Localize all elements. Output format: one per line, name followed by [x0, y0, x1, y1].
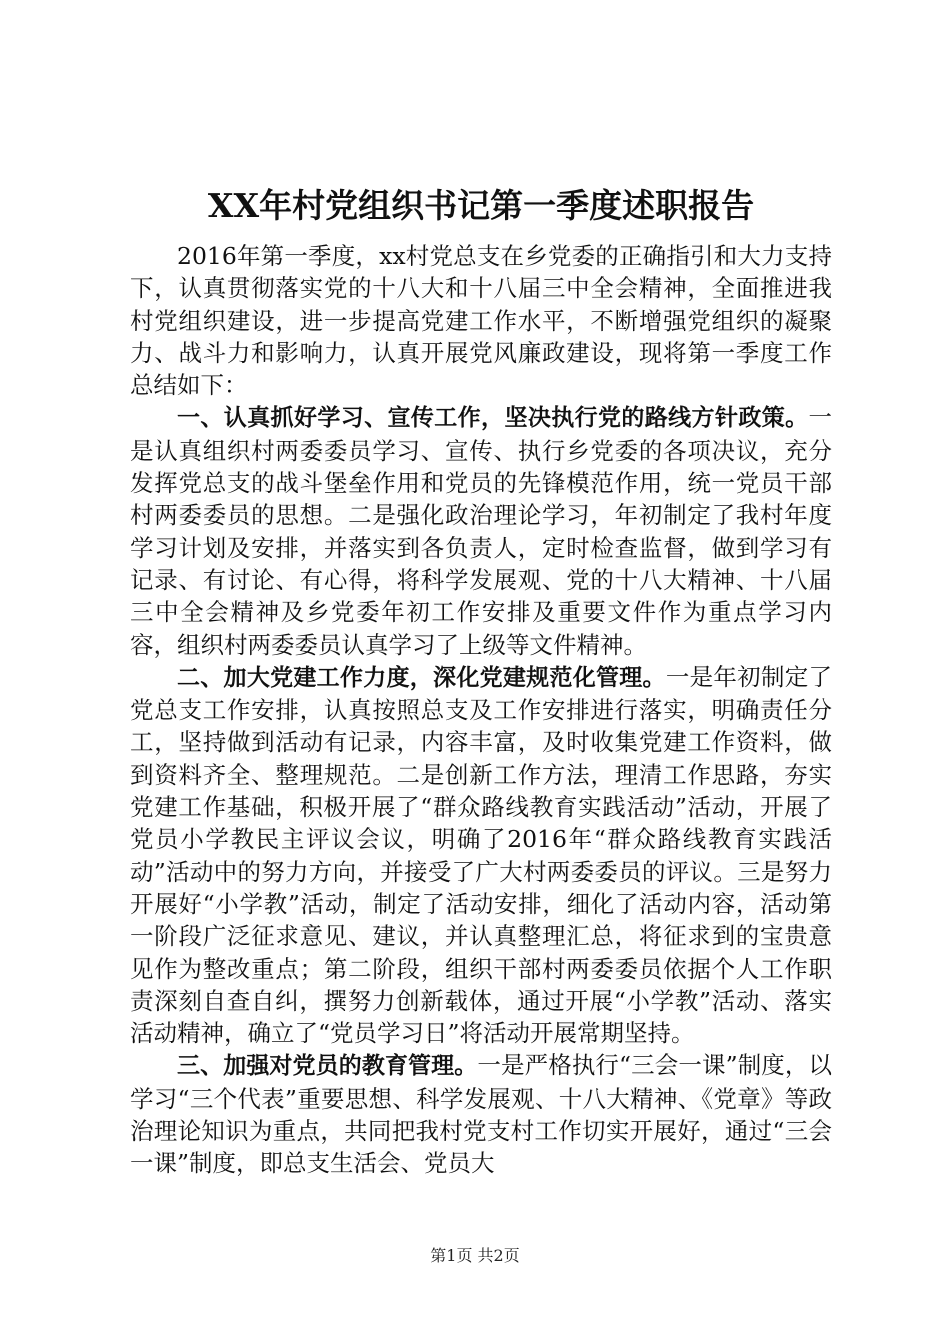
section-body-1: 一是认真组织村两委委员学习、宣传、执行乡党委的各项决议，充分发挥党总支的战斗堡垒作用和党员的先锋模范作用，统一党员干部村两委委员的思想。二是强化政治理论学习，年初制定了我村年度学习计划及安排，并落实到各负责人，定时检查监督，做到学习有记录、有讨论、有心得，将科学发展观、党的十八大精神、十八届三中全会精神及乡党委年初工作安排及重要文件作为重点学习内容，组织村两委委员认真学习了上级等文件精神。: [130, 403, 832, 659]
section-heading-3: 三、加强对党员的教育管理。: [177, 1053, 478, 1080]
section-paragraph-1: [130, 401, 832, 660]
section-heading-1: 一、认真抓好学习、宣传工作，坚决执行党的路线方针政策。: [177, 405, 809, 432]
section-paragraph-2: [130, 661, 832, 1050]
document-title: XX年村党组织书记第一季度述职报告: [207, 186, 755, 225]
section-heading-2: 二、加大党建工作力度，深化党建规范化管理。: [177, 664, 666, 691]
section-body-3: 一是严格执行“三会一课”制度，以学习“三个代表”重要思想、科学发展观、十八大精神、《党章》等政治理论知识为重点，共同把我村党支村工作切实开展好，通过“三会一课”制度，即总支生活会、党员大: [130, 1051, 833, 1178]
intro-paragraph: 2016年第一季度，xx村党总支在乡党委的正确指引和大力支持下，认真贯彻落实党的十八大和十八届三中全会精神，全面推进我村党组织建设，进一步提高党建工作水平，不断增强党组织的凝聚力、战斗力和影响力，认真开展党风廉政建设，现将第一季度工作总结如下：: [130, 242, 832, 400]
page-footer: 第1页 共2页: [430, 1246, 520, 1265]
section-body-2: 一是年初制定了党总支工作安排，认真按照总支及工作安排进行落实，明确责任分工，坚持做到活动有记录，内容丰富，及时收集党建工作资料，做到资料齐全、整理规范。二是创新工作方法，理清工作思路，夯实党建工作基础，积极开展了“群众路线教育实践活动”活动，开展了党员小学教民主评议会议，明确了2016年“群众路线教育实践活动”活动中的努力方向，并接受了广大村两委委员的评议。三是努力开展好“小学教”活动，制定了活动安排，细化了活动内容，活动第一阶段广泛征求意见、建议，并认真整理汇总，将征求到的宝贵意见作为整改重点；第二阶段，组织干部村两委委员依据个人工作职责深刻自查自纠，撰努力创新载体，通过开展“小学教”活动、落实活动精神，确立了“党员学习日”将活动开展常期坚持。: [130, 662, 833, 1048]
section-paragraph-3: [130, 1049, 832, 1179]
document-page: [130, 178, 832, 1180]
